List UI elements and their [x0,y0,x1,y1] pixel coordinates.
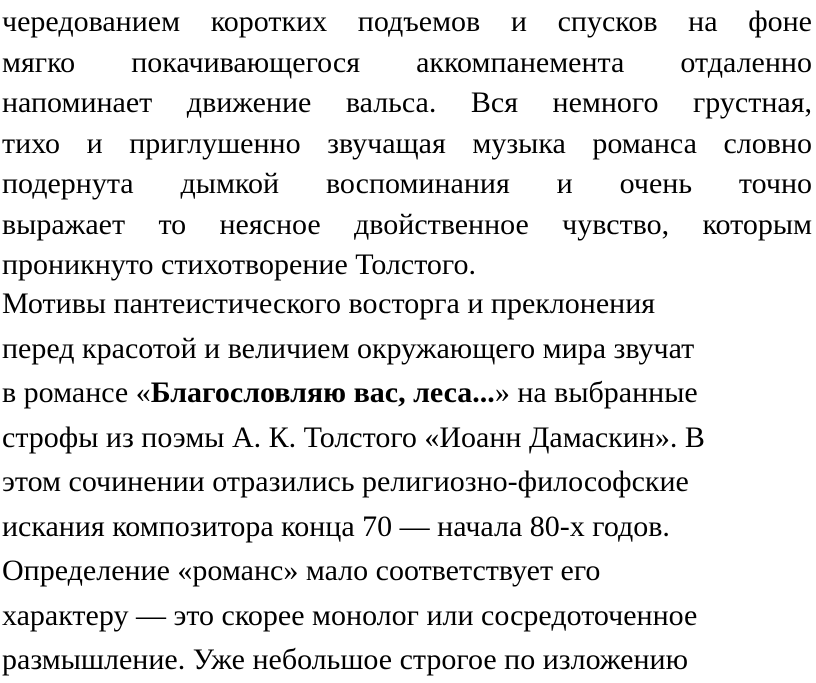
text-line: чередованием коротких подъемов и спусков на фоне [2,5,812,38]
text-line: Мотивы пантеистического восторга и преклонения [2,287,656,320]
text-line: характеру — это скорее монолог или сосредоточенное [2,598,698,632]
text-line: напоминает движение вальса. Вся немного грустная, [2,86,812,119]
text-line: искания композитора конца 70 — начала 80-х годов. [2,509,670,543]
text-line: строфы из поэмы А. К. Толстого «Иоанн Дамаскин». В [2,420,705,454]
text-line: Определение «романс» мало соответствует его [2,554,601,587]
romance-title: Благословляю вас, леса... [150,376,495,409]
text-segment: в романсе « [2,376,151,409]
text-line-with-title [2,371,812,416]
text-line: выражает то неясное двойственное чувство, которым [2,207,812,241]
text-line: проникнуто стихотворение Толстого. [2,248,476,281]
text-line: мягко покачивающегося аккомпанемента отдаленно [2,45,812,79]
text-line: этом сочинении отразились религиозно-философские [2,465,689,498]
text-line: перед красотой и величием окружающего мира звучат [2,331,695,365]
text-line: подернута дымкой воспоминания и очень точно [2,167,812,200]
text-line: тихо и приглушенно звучащая музыка романса словно [2,126,812,160]
text-line: размышление. Уже небольшое строгое по изложению [2,643,689,676]
paragraph-blagoslovlyayu [2,282,812,683]
text-segment: » на выбранные [494,376,698,409]
paragraph-romance-description [2,2,812,286]
